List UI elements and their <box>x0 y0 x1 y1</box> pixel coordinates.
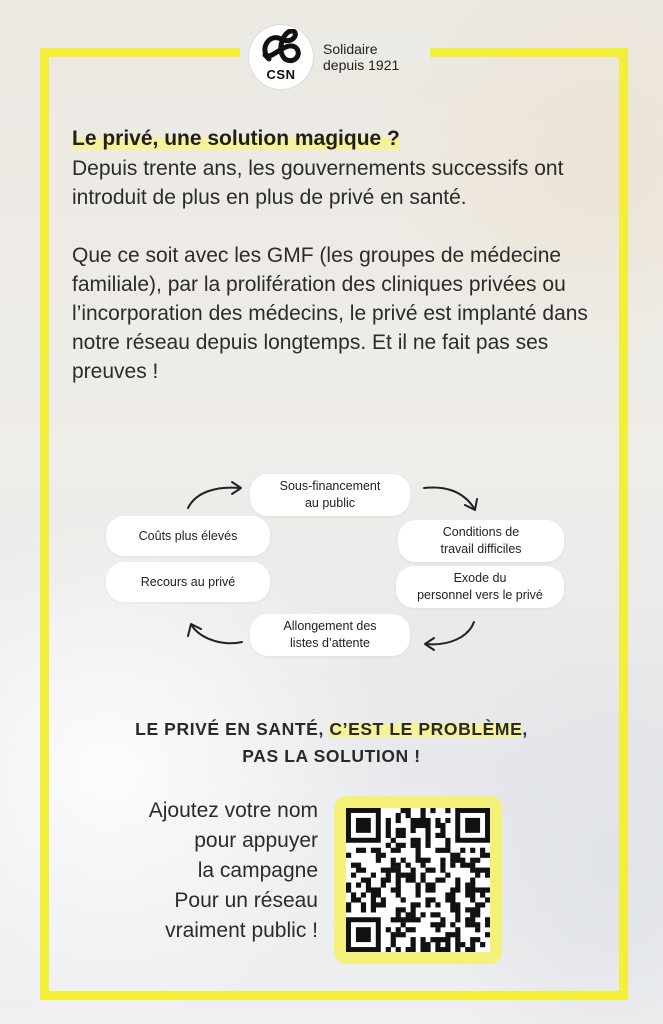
logo-emblem <box>249 25 313 89</box>
call-to-action <box>90 796 318 946</box>
knot-icon <box>255 29 307 69</box>
tagline-line: Solidaire <box>323 41 378 57</box>
cycle-item-private-recourse: Recours au privé <box>106 562 270 602</box>
cta-line: Ajoutez votre nom <box>148 799 318 822</box>
cta-line: pour appuyer <box>194 829 318 852</box>
slogan-highlight: C’EST LE PROBLÈME <box>329 719 523 739</box>
cta-line: Pour un réseau <box>174 889 318 912</box>
csn-logo <box>249 25 399 89</box>
cta-line: vraiment public ! <box>165 919 318 942</box>
brand-tagline <box>323 41 399 73</box>
qr-code-icon <box>346 808 490 952</box>
cta-line: la campagne <box>197 859 318 882</box>
intro-paragraph: Depuis trente ans, les gouvernements successifs ont introduit de plus en plus de privé en santé. <box>72 157 564 209</box>
cycle-item-working-conditions: Conditions de travail difficiles <box>398 520 564 562</box>
cycle-item-staff-exodus: Exode du personnel vers le privé <box>396 566 564 608</box>
intro-paragraph: Que ce soit avec les GMF (les groupes de médecine familiale), par la prolifération des cliniques privées ou l’incorporation des médecins, le privé est implanté dans notre réseau depuis longtemps. Et il ne fait pas ses preuves ! <box>72 244 588 383</box>
headline: Le privé, une solution magique ? <box>72 127 400 150</box>
qr-code-frame <box>334 796 502 964</box>
tagline-line: depuis 1921 <box>323 57 400 73</box>
logo-text: CSN <box>266 67 296 82</box>
cycle-item-waiting-lists: Allongement des listes d’attente <box>250 614 410 656</box>
qr-code[interactable] <box>346 808 490 952</box>
slogan: LE PRIVÉ EN SANTÉ, C’EST LE PROBLÈME, PAS LA SOLUTION ! <box>135 719 528 766</box>
intro-section <box>72 124 592 386</box>
cycle-item-underfunding: Sous-financement au public <box>250 474 410 516</box>
cycle-item-higher-costs: Coûts plus élevés <box>106 516 270 556</box>
